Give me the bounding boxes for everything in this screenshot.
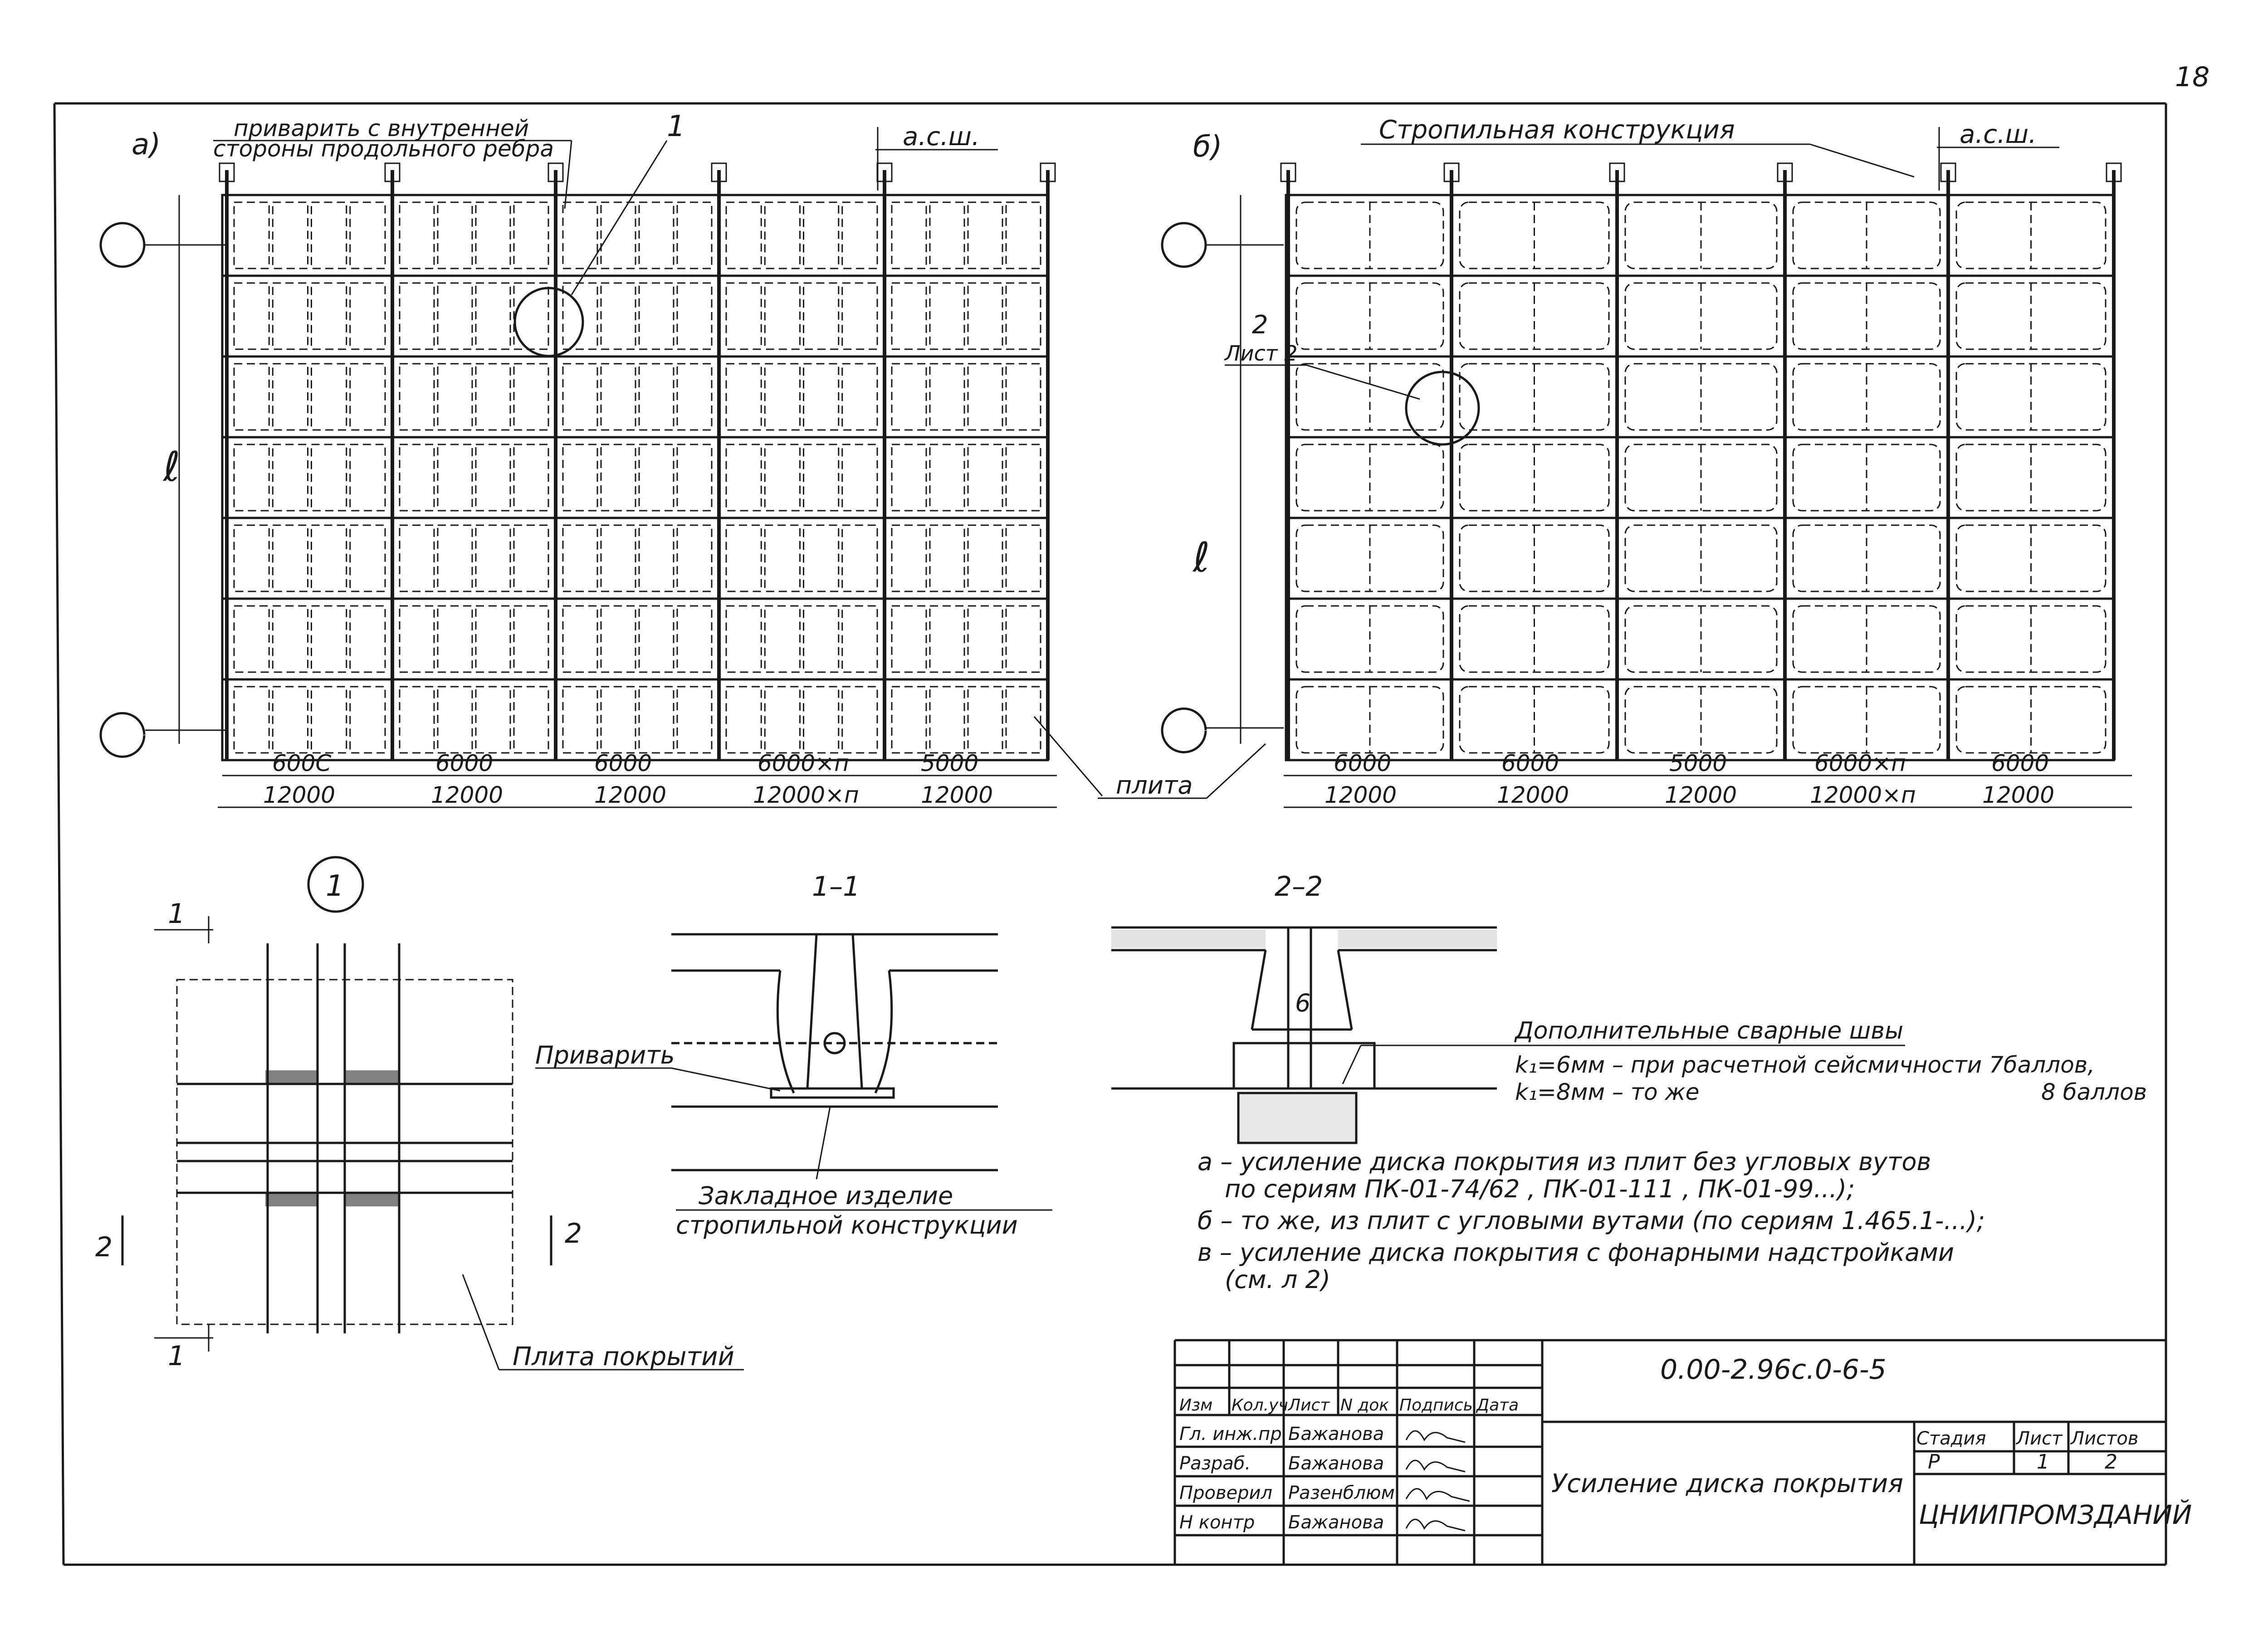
- drawing-title: Усиление диска покрытия: [1551, 1469, 1903, 1498]
- slab-cell: [842, 283, 877, 349]
- sheet-value: 1: [2037, 1450, 2049, 1474]
- legend-line-4: в – усиление диска покрытия с фонарными надстройками: [1198, 1238, 1954, 1267]
- slab-cell: [312, 687, 347, 753]
- slab-cell: [930, 606, 964, 672]
- page-number: 18: [2175, 61, 2210, 93]
- dim-top-4: 6000×п: [758, 750, 849, 776]
- plate-label: плита: [1116, 771, 1193, 800]
- callout-1: 1: [667, 110, 685, 143]
- slab-cell: [476, 606, 510, 672]
- header-date: Дата: [1476, 1396, 1519, 1415]
- slab-cell: [350, 444, 385, 511]
- slab-cell: [968, 283, 1002, 349]
- weld-hatch-d: [345, 1193, 399, 1206]
- plan-outline: [1286, 195, 2114, 760]
- slab-cell: [1006, 687, 1041, 753]
- dim-top-b-3: 5000: [1669, 750, 1727, 776]
- slab-cell: [1006, 364, 1041, 430]
- detail-1-cut-right: 2: [565, 1218, 582, 1249]
- slab-cell: [1006, 283, 1041, 349]
- slab-cell: [968, 606, 1002, 672]
- slab-cell: [514, 525, 548, 591]
- slab-cell: [514, 444, 548, 511]
- slab-cell: [476, 364, 510, 430]
- slab-cell: [726, 202, 761, 268]
- dim-bottom-3: 12000: [594, 782, 667, 808]
- section-1-1-title: 1–1: [812, 871, 860, 903]
- dim-top-3: 6000: [594, 750, 652, 776]
- dim-bottom-5: 12000: [921, 782, 993, 808]
- slab-cell: [601, 525, 635, 591]
- slab-hatch-left: [1111, 930, 1266, 948]
- slab-cell: [677, 283, 712, 349]
- slab-cell: [639, 687, 674, 753]
- dim-bottom-4: 12000×п: [753, 782, 859, 808]
- name-3: Разенблюм: [1288, 1483, 1395, 1503]
- drawing-b-side-dim: ℓ: [1193, 534, 1210, 581]
- detail-1-plate-label: Плита покрытий: [513, 1342, 734, 1371]
- slab-cell: [842, 444, 877, 511]
- slab-cell: [639, 606, 674, 672]
- name-1: Бажанова: [1288, 1424, 1384, 1445]
- section-1-1: [535, 871, 1052, 1240]
- slab-cell: [639, 283, 674, 349]
- role-1: Гл. инж.пр: [1179, 1424, 1282, 1445]
- slab-cell: [842, 364, 877, 430]
- slab-cell: [765, 364, 800, 430]
- detail-1-cut-bottom: 1: [168, 1340, 186, 1372]
- name-4: Бажанова: [1288, 1512, 1384, 1533]
- slab-cell: [804, 444, 839, 511]
- drawing-b: [1162, 115, 2132, 808]
- slab-cell: [765, 525, 800, 591]
- dim-bottom-1: 12000: [263, 782, 336, 808]
- weld-notes-title: Дополнительные сварные швы: [1515, 1017, 1903, 1044]
- slab-cell: [639, 364, 674, 430]
- slab-cell: [476, 525, 510, 591]
- slab-cell: [726, 444, 761, 511]
- detail-1-number: 1: [326, 869, 344, 903]
- slab-cell: [438, 525, 472, 591]
- slab-cell: [892, 202, 926, 268]
- slab-cell: [892, 525, 926, 591]
- callout-2-sheet: Лист 2: [1225, 341, 1298, 366]
- weld-notes-line2: k₁=8мм – то же: [1515, 1079, 1700, 1105]
- slab-cell: [400, 687, 434, 753]
- header-kol: Кол.уч: [1232, 1396, 1288, 1415]
- dim-bottom-b-1: 12000: [1325, 782, 1397, 808]
- slab-cell: [438, 606, 472, 672]
- slab-cell: [563, 525, 597, 591]
- sheets-header: Листов: [2071, 1428, 2139, 1449]
- slab-cell: [273, 444, 308, 511]
- header-doc: N док: [1340, 1396, 1389, 1415]
- role-3: Проверил: [1179, 1483, 1273, 1503]
- slab-cell: [601, 364, 635, 430]
- slab-cell: [563, 202, 597, 268]
- axis-bubble-top: [101, 223, 144, 267]
- slab-cell: [476, 687, 510, 753]
- slab-cell: [842, 525, 877, 591]
- slab-cell: [601, 202, 635, 268]
- weld-hatch-a: [265, 1070, 318, 1084]
- drawing-a-label: а): [132, 128, 161, 161]
- slab-cell: [350, 606, 385, 672]
- slab-cell: [563, 444, 597, 511]
- slab-cell: [765, 444, 800, 511]
- slab-cell: [400, 202, 434, 268]
- slab-hatch-right: [1338, 930, 1497, 948]
- slab-cell: [273, 202, 308, 268]
- slab-cell: [601, 444, 635, 511]
- slab-cell: [273, 606, 308, 672]
- slab-cell: [350, 687, 385, 753]
- drawing-a-side-dim: ℓ: [163, 443, 181, 491]
- slab-cell: [234, 687, 269, 753]
- slab-cell: [312, 283, 347, 349]
- detail-1: [95, 857, 744, 1372]
- slab-cell: [438, 202, 472, 268]
- slab-cell: [350, 525, 385, 591]
- stage-header: Стадия: [1916, 1428, 1986, 1449]
- sheet-frame: [54, 103, 2166, 1565]
- slab-cell: [400, 525, 434, 591]
- drawing-code: 0.00-2.96с.0-6-5: [1660, 1354, 1887, 1386]
- embedded-line1: Закладное изделие: [699, 1181, 953, 1210]
- slab-cell: [312, 202, 347, 268]
- dim-top-2: 6000: [435, 750, 494, 776]
- slab-cell: [804, 202, 839, 268]
- title-leader: [1810, 144, 1914, 177]
- slab-cell: [639, 525, 674, 591]
- slab-cell: [930, 283, 964, 349]
- slab-cell: [476, 202, 510, 268]
- legend-line-2: по сериям ПК-01-74/62 , ПК-01-111 , ПК-01-99...);: [1225, 1175, 1855, 1203]
- name-2: Бажанова: [1288, 1453, 1384, 1474]
- dim-bottom-b-2: 12000: [1497, 782, 1569, 808]
- dim-top-b-4: 6000×п: [1814, 750, 1906, 776]
- section-2-2-mark: 6: [1295, 989, 1311, 1017]
- detail-callout-circle-b: [1406, 372, 1479, 444]
- slab-cell: [438, 444, 472, 511]
- slab-cell: [350, 364, 385, 430]
- slab-cell: [930, 687, 964, 753]
- weld-notes-line1: k₁=6мм – при расчетной сейсмичности 7баллов,: [1515, 1052, 2095, 1078]
- slab-cell: [1006, 525, 1041, 591]
- slab-cell: [601, 606, 635, 672]
- slab-cell: [273, 283, 308, 349]
- slab-cell: [968, 202, 1002, 268]
- section-2-2-title: 2–2: [1275, 871, 1323, 903]
- slab-cell: [930, 364, 964, 430]
- drawing-b-title: Стропильная конструкция: [1379, 115, 1735, 145]
- detail-1-cut-left: 2: [95, 1231, 113, 1263]
- plate-label-leader: [463, 1274, 499, 1370]
- slab-cell: [273, 687, 308, 753]
- header-izm: Изм: [1179, 1396, 1213, 1415]
- slab-cell: [400, 606, 434, 672]
- organization: ЦНИИПРОМЗДАНИЙ: [1919, 1499, 2192, 1530]
- legend-line-5: (см. л 2): [1225, 1265, 1330, 1294]
- drawing-a-note-line2: стороны продольного ребра: [213, 136, 554, 162]
- weld-leader: [671, 1068, 780, 1091]
- callout-1-leader: [572, 141, 667, 295]
- dim-top-1: 600С: [272, 750, 332, 776]
- slab-cell: [514, 606, 548, 672]
- slab-cell: [677, 444, 712, 511]
- title-block: [1175, 1340, 2192, 1565]
- header-list: Лист: [1288, 1396, 1330, 1415]
- sheet-header: Лист: [2016, 1428, 2063, 1449]
- slab-cell: [234, 283, 269, 349]
- slab-cell: [350, 202, 385, 268]
- weld-notes-leader: [1343, 1045, 1361, 1084]
- slab-cell: [563, 687, 597, 753]
- slab-cell: [273, 525, 308, 591]
- slab-cell: [639, 444, 674, 511]
- drawing-b-axis-label: а.с.ш.: [1960, 120, 2037, 149]
- dim-bottom-b-4: 12000×п: [1810, 782, 1916, 808]
- slab-cell: [400, 283, 434, 349]
- slab-cell: [765, 606, 800, 672]
- slab-cell: [968, 444, 1002, 511]
- slab-cell: [842, 202, 877, 268]
- stage-value: Р: [1928, 1450, 1940, 1474]
- dim-top-5: 5000: [921, 750, 979, 776]
- slab-cell: [312, 606, 347, 672]
- legend-line-3: б – то же, из плит с угловыми вутами (по сериям 1.465.1-...);: [1198, 1206, 1985, 1235]
- slab-cell: [312, 444, 347, 511]
- plan-grid-a: [220, 163, 1055, 760]
- slab-cell: [312, 525, 347, 591]
- slab-cell: [234, 606, 269, 672]
- slab-cell: [234, 202, 269, 268]
- slab-cell: [234, 444, 269, 511]
- axis-bubble-bottom: [101, 713, 144, 757]
- header-sign: Подпись: [1399, 1396, 1473, 1415]
- weld-notes-line2-right: 8 баллов: [2041, 1079, 2147, 1105]
- plan-grid-b: [1281, 163, 2121, 760]
- slab-cell: [892, 606, 926, 672]
- callout-2-leader: [1306, 365, 1420, 399]
- slab-cell: [765, 687, 800, 753]
- slab-cell: [726, 525, 761, 591]
- legend: [1198, 1147, 1985, 1294]
- legend-line-1: а – усиление диска покрытия из плит без угловых вутов: [1198, 1147, 1931, 1176]
- slab-cell: [804, 283, 839, 349]
- slab-cell: [476, 283, 510, 349]
- slab-cell: [968, 525, 1002, 591]
- drawing-a: [101, 110, 1266, 808]
- role-2: Разраб.: [1179, 1453, 1251, 1474]
- slab-cell: [677, 606, 712, 672]
- dim-bottom-2: 12000: [431, 782, 503, 808]
- dim-top-b-1: 6000: [1334, 750, 1392, 776]
- slab-cell: [726, 687, 761, 753]
- sheets-value: 2: [2105, 1450, 2117, 1474]
- weld-hatch-c: [265, 1193, 318, 1206]
- slab-cell: [438, 687, 472, 753]
- slab-cell: [312, 364, 347, 430]
- slab-cell: [514, 364, 548, 430]
- slab-cell: [765, 283, 800, 349]
- slab-cell: [514, 687, 548, 753]
- embedded-line2: стропильной конструкции: [676, 1211, 1018, 1240]
- detail-callout-circle: [515, 288, 583, 356]
- slab-cell: [726, 364, 761, 430]
- weld-notes: [1343, 1017, 2147, 1105]
- slab-cell: [842, 687, 877, 753]
- slab-cell: [438, 283, 472, 349]
- slab-cell: [400, 444, 434, 511]
- callout-2-number: 2: [1252, 310, 1268, 340]
- drawing-a-axis-label: а.с.ш.: [903, 122, 980, 151]
- slab-cell: [563, 364, 597, 430]
- slab-cell: [350, 283, 385, 349]
- slab-cell: [930, 525, 964, 591]
- role-4: Н контр: [1179, 1512, 1255, 1533]
- slab-cell: [765, 202, 800, 268]
- slab-cell: [726, 606, 761, 672]
- slab-cell: [968, 364, 1002, 430]
- slab-cell: [601, 283, 635, 349]
- dim-top-b-2: 6000: [1501, 750, 1559, 776]
- slab-cell: [514, 202, 548, 268]
- axis-bubble-bottom-b: [1162, 709, 1206, 752]
- dim-bottom-b-3: 12000: [1665, 782, 1737, 808]
- slab-cell: [1006, 606, 1041, 672]
- weld-label: Приварить: [535, 1041, 675, 1069]
- dim-bottom-b-5: 12000: [1982, 782, 2055, 808]
- slab-cell: [804, 364, 839, 430]
- slab-cell: [892, 364, 926, 430]
- slab-cell: [842, 606, 877, 672]
- slab-cell: [804, 606, 839, 672]
- slab-cell: [476, 444, 510, 511]
- slab-cell: [234, 525, 269, 591]
- slab-cell: [892, 687, 926, 753]
- note-leader: [565, 141, 572, 209]
- slab-cell: [930, 444, 964, 511]
- slab-cell: [892, 283, 926, 349]
- slab-cell: [804, 687, 839, 753]
- slab-cell: [677, 202, 712, 268]
- slab-cell: [1006, 202, 1041, 268]
- plate-leader-a: [1034, 717, 1102, 796]
- drawing-b-label: б): [1193, 130, 1222, 164]
- dim-top-b-5: 6000: [1991, 750, 2049, 776]
- beam-hatch: [1238, 1093, 1356, 1143]
- plate-leader-b: [1207, 744, 1266, 798]
- slab-cell: [234, 364, 269, 430]
- embedded-leader: [816, 1107, 830, 1179]
- weld-hatch-b: [345, 1070, 399, 1084]
- slab-cell: [563, 606, 597, 672]
- section-2-2: [1111, 871, 1497, 1143]
- slab-cell: [677, 364, 712, 430]
- slab-cell: [930, 202, 964, 268]
- detail-1-cut-top: 1: [168, 898, 186, 930]
- slab-cell: [677, 525, 712, 591]
- slab-cell: [400, 364, 434, 430]
- drawing-a-note-line1: приварить с внутренней: [234, 115, 529, 142]
- slab-cell: [677, 687, 712, 753]
- slab-cell: [438, 364, 472, 430]
- slab-cell: [639, 202, 674, 268]
- slab-cell: [726, 283, 761, 349]
- slab-cell: [968, 687, 1002, 753]
- slab-cell: [601, 687, 635, 753]
- slab-cell: [1006, 444, 1041, 511]
- slab-cell: [273, 364, 308, 430]
- slab-cell: [804, 525, 839, 591]
- slab-cell: [892, 444, 926, 511]
- axis-bubble-top-b: [1162, 223, 1206, 267]
